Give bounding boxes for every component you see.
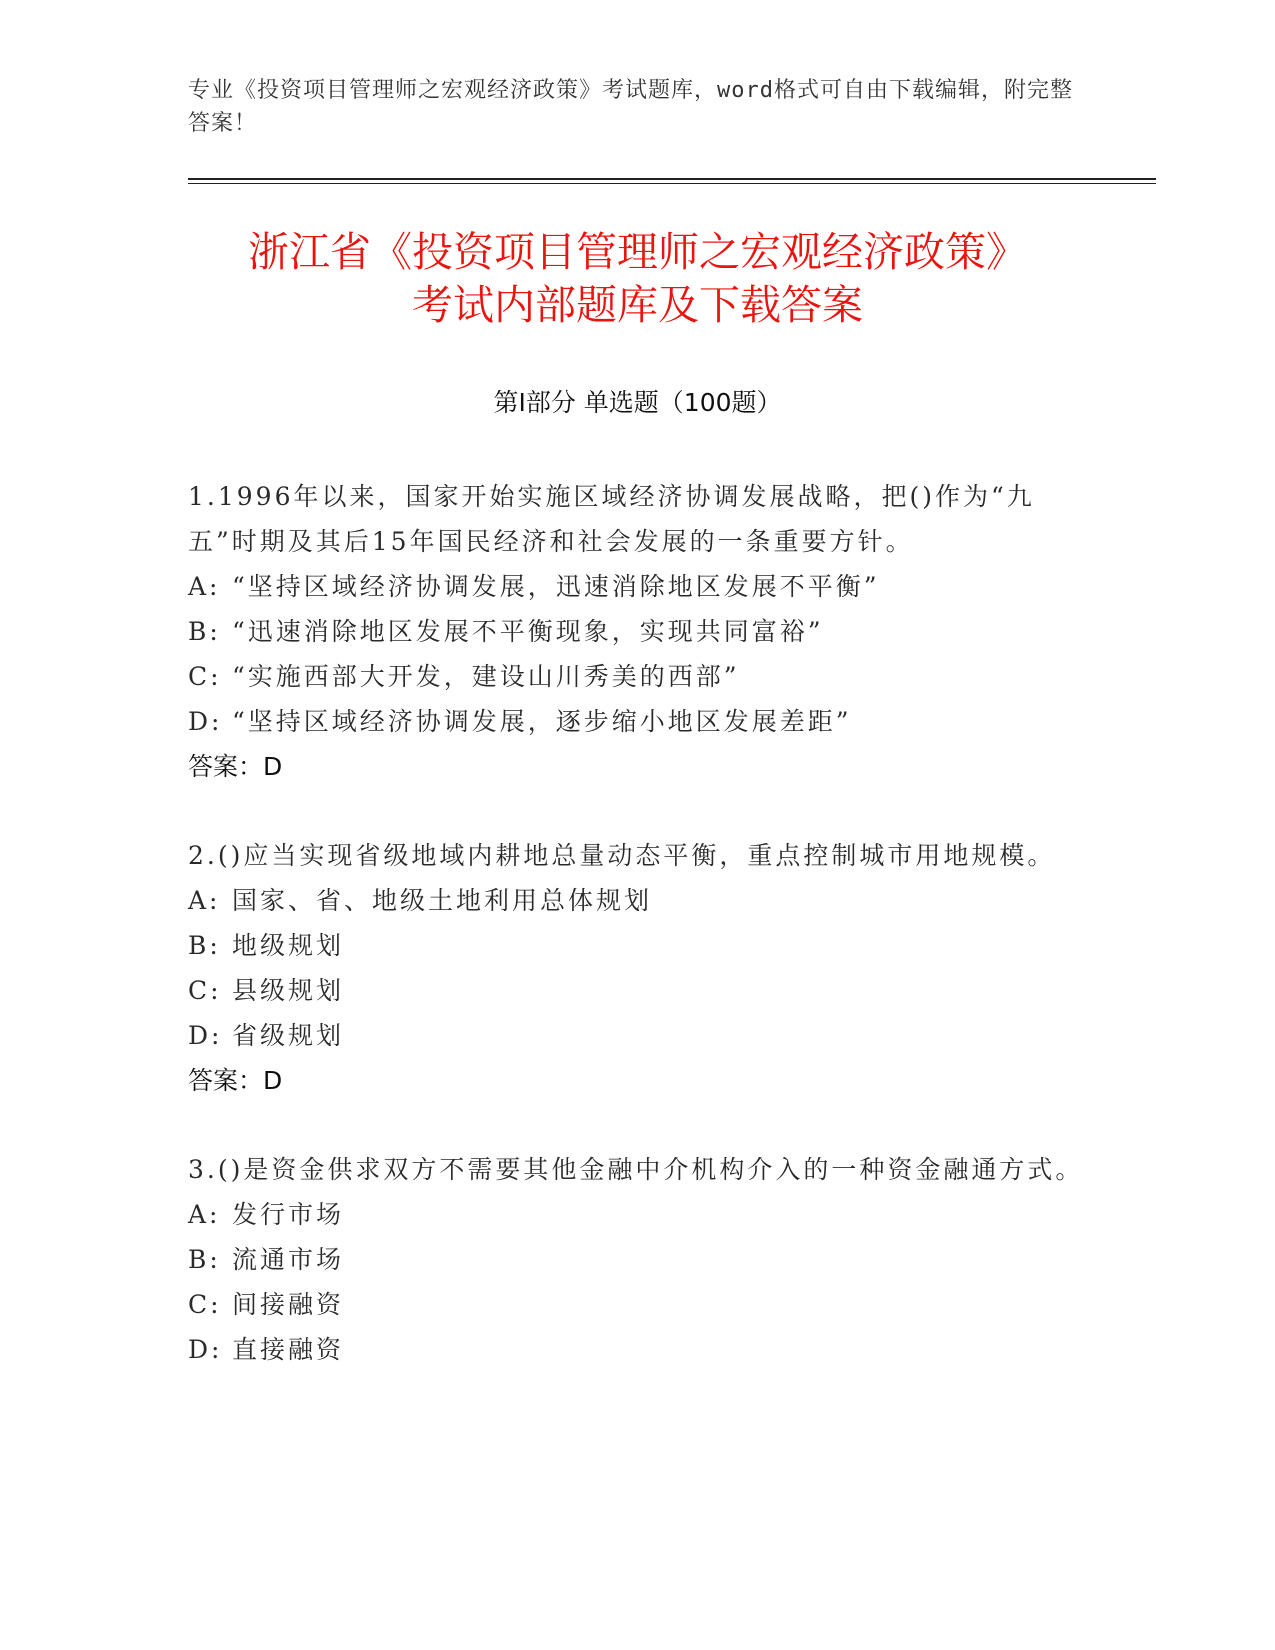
option-text: 流通市场 (232, 1245, 345, 1274)
option-text: 省级规划 (232, 1021, 345, 1050)
option-key: A: (188, 572, 221, 601)
option-a (188, 878, 1088, 923)
option-text: “坚持区域经济协调发展，逐步缩小地区发展差距” (232, 707, 852, 736)
option-key: D: (188, 1335, 223, 1364)
section-title: 第I部分 单选题（100题） (493, 388, 782, 417)
option-key: C: (188, 976, 222, 1005)
header-rule-thin (188, 183, 1156, 184)
option-b (188, 609, 1088, 654)
option-key: B: (188, 617, 221, 646)
option-text: 国家、省、地级土地利用总体规划 (232, 886, 653, 915)
option-c (188, 968, 1088, 1013)
option-text: 地级规划 (232, 931, 345, 960)
option-a (188, 564, 1088, 609)
option-key: D: (188, 707, 223, 736)
option-d (188, 699, 1088, 744)
option-key: C: (188, 1290, 222, 1319)
option-b (188, 1237, 1088, 1282)
question-3 (188, 1147, 1088, 1372)
option-text: 直接融资 (232, 1335, 345, 1364)
answer: 答案：D (188, 752, 283, 781)
option-a (188, 1192, 1088, 1237)
option-text: 间接融资 (232, 1290, 345, 1319)
option-key: C: (188, 662, 222, 691)
option-text: “坚持区域经济协调发展，迅速消除地区发展不平衡” (232, 572, 880, 601)
option-key: A: (188, 886, 221, 915)
option-key: A: (188, 1200, 221, 1229)
question-list (188, 474, 1088, 1416)
answer: 答案：D (188, 1066, 283, 1095)
question-1 (188, 474, 1088, 789)
question-2 (188, 833, 1088, 1103)
option-c (188, 1282, 1088, 1327)
option-key: D: (188, 1021, 223, 1050)
option-text: “实施西部大开发，建设山川秀美的西部” (232, 662, 740, 691)
title-line-1: 浙江省《投资项目管理师之宏观经济政策》 (248, 228, 1027, 276)
option-text: “迅速消除地区发展不平衡现象，实现共同富裕” (232, 617, 824, 646)
option-b (188, 923, 1088, 968)
document-title (150, 226, 1125, 332)
option-d (188, 1013, 1088, 1058)
option-key: B: (188, 1245, 221, 1274)
option-c (188, 654, 1088, 699)
question-stem: 2.()应当实现省级地域内耕地总量动态平衡，重点控制城市用地规模。 (188, 841, 1056, 870)
title-line-2: 考试内部题库及下载答案 (412, 281, 863, 329)
question-stem: 1.1996年以来，国家开始实施区域经济协调发展战略，把()作为“九五”时期及其后15年国民经济和社会发展的一条重要方针。 (188, 482, 1035, 556)
option-text: 县级规划 (232, 976, 345, 1005)
option-text: 发行市场 (232, 1200, 345, 1229)
option-d (188, 1327, 1088, 1372)
header-note: 专业《投资项目管理师之宏观经济政策》考试题库，word格式可自由下载编辑，附完整答案！ (188, 78, 1073, 136)
header-rule-thick (188, 178, 1156, 180)
question-stem: 3.()是资金供求双方不需要其他金融中介机构介入的一种资金融通方式。 (188, 1155, 1084, 1184)
option-key: B: (188, 931, 221, 960)
